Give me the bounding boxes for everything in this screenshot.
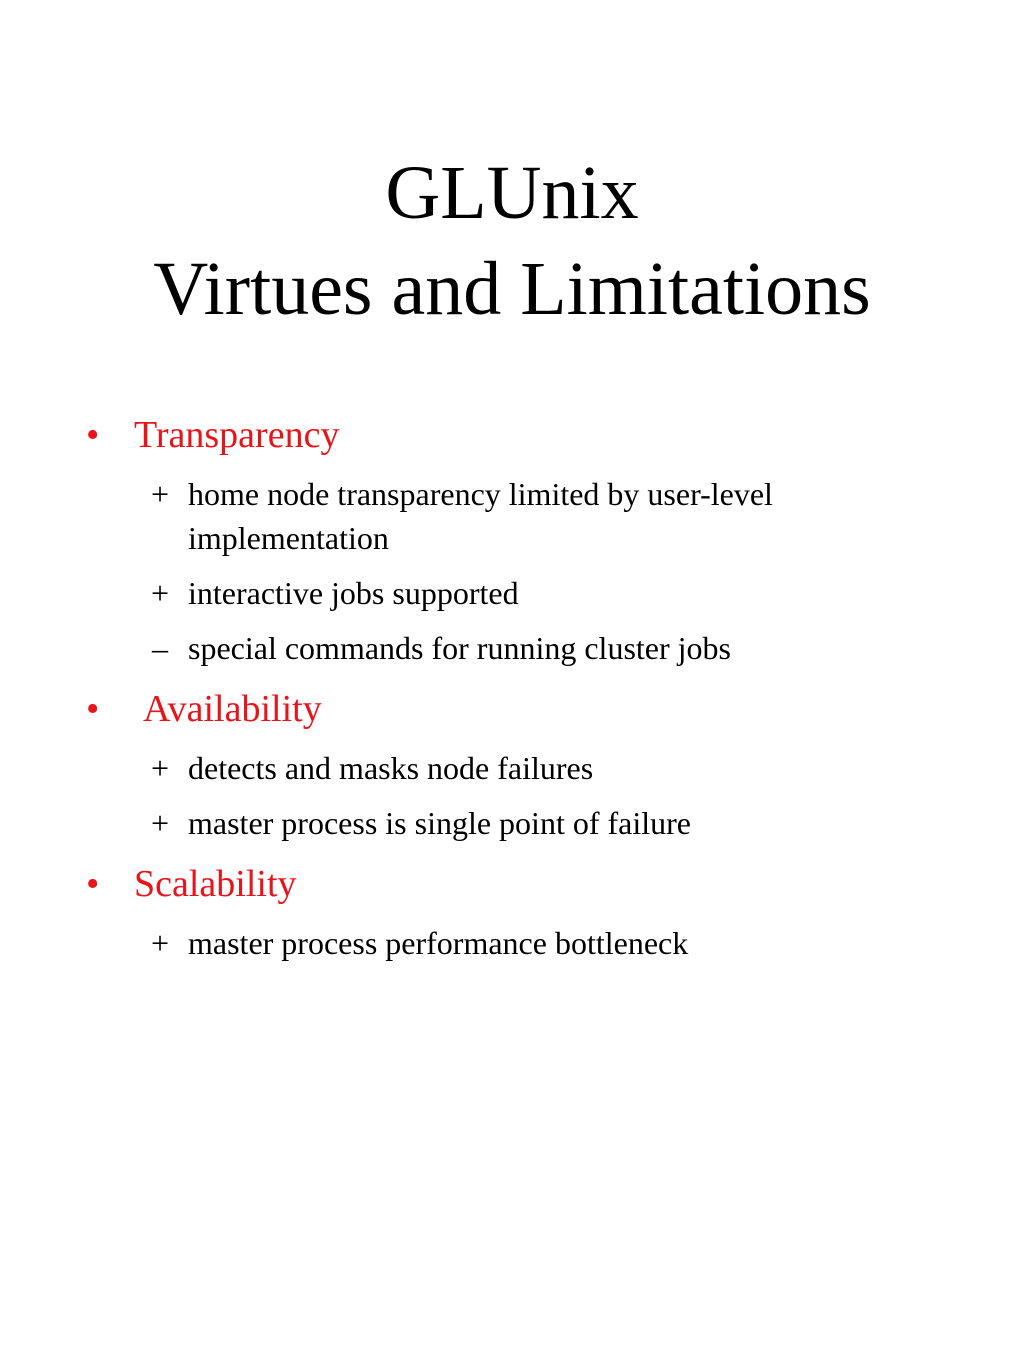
plus-icon: + xyxy=(150,805,170,841)
minus-icon: – xyxy=(152,630,168,666)
plus-icon: + xyxy=(150,575,170,611)
list-item-text: master process is single point of failure xyxy=(188,805,691,841)
section-heading-transparency: Transparency xyxy=(134,414,340,456)
list-item-text: master process performance bottleneck xyxy=(188,925,689,961)
plus-icon: + xyxy=(150,750,170,786)
list-item-text: interactive jobs supported xyxy=(188,575,519,611)
section-heading-scalability: Scalability xyxy=(134,863,297,905)
slide-title-line-2: Virtues and Limitations xyxy=(153,247,871,331)
list-item-text: implementation xyxy=(188,520,389,556)
list-item-text: detects and masks node failures xyxy=(188,750,594,786)
plus-icon: + xyxy=(150,925,170,961)
list-item-text: home node transparency limited by user-level xyxy=(188,476,773,512)
section-heading-availability: Availability xyxy=(143,688,322,730)
bullet-icon: • xyxy=(86,688,100,730)
list-item-text: special commands for running cluster jobs xyxy=(188,630,731,666)
plus-icon: + xyxy=(150,476,170,512)
bullet-icon: • xyxy=(86,414,100,456)
slide-title-line-1: GLUnix xyxy=(385,151,639,235)
bullet-icon: • xyxy=(86,863,100,905)
